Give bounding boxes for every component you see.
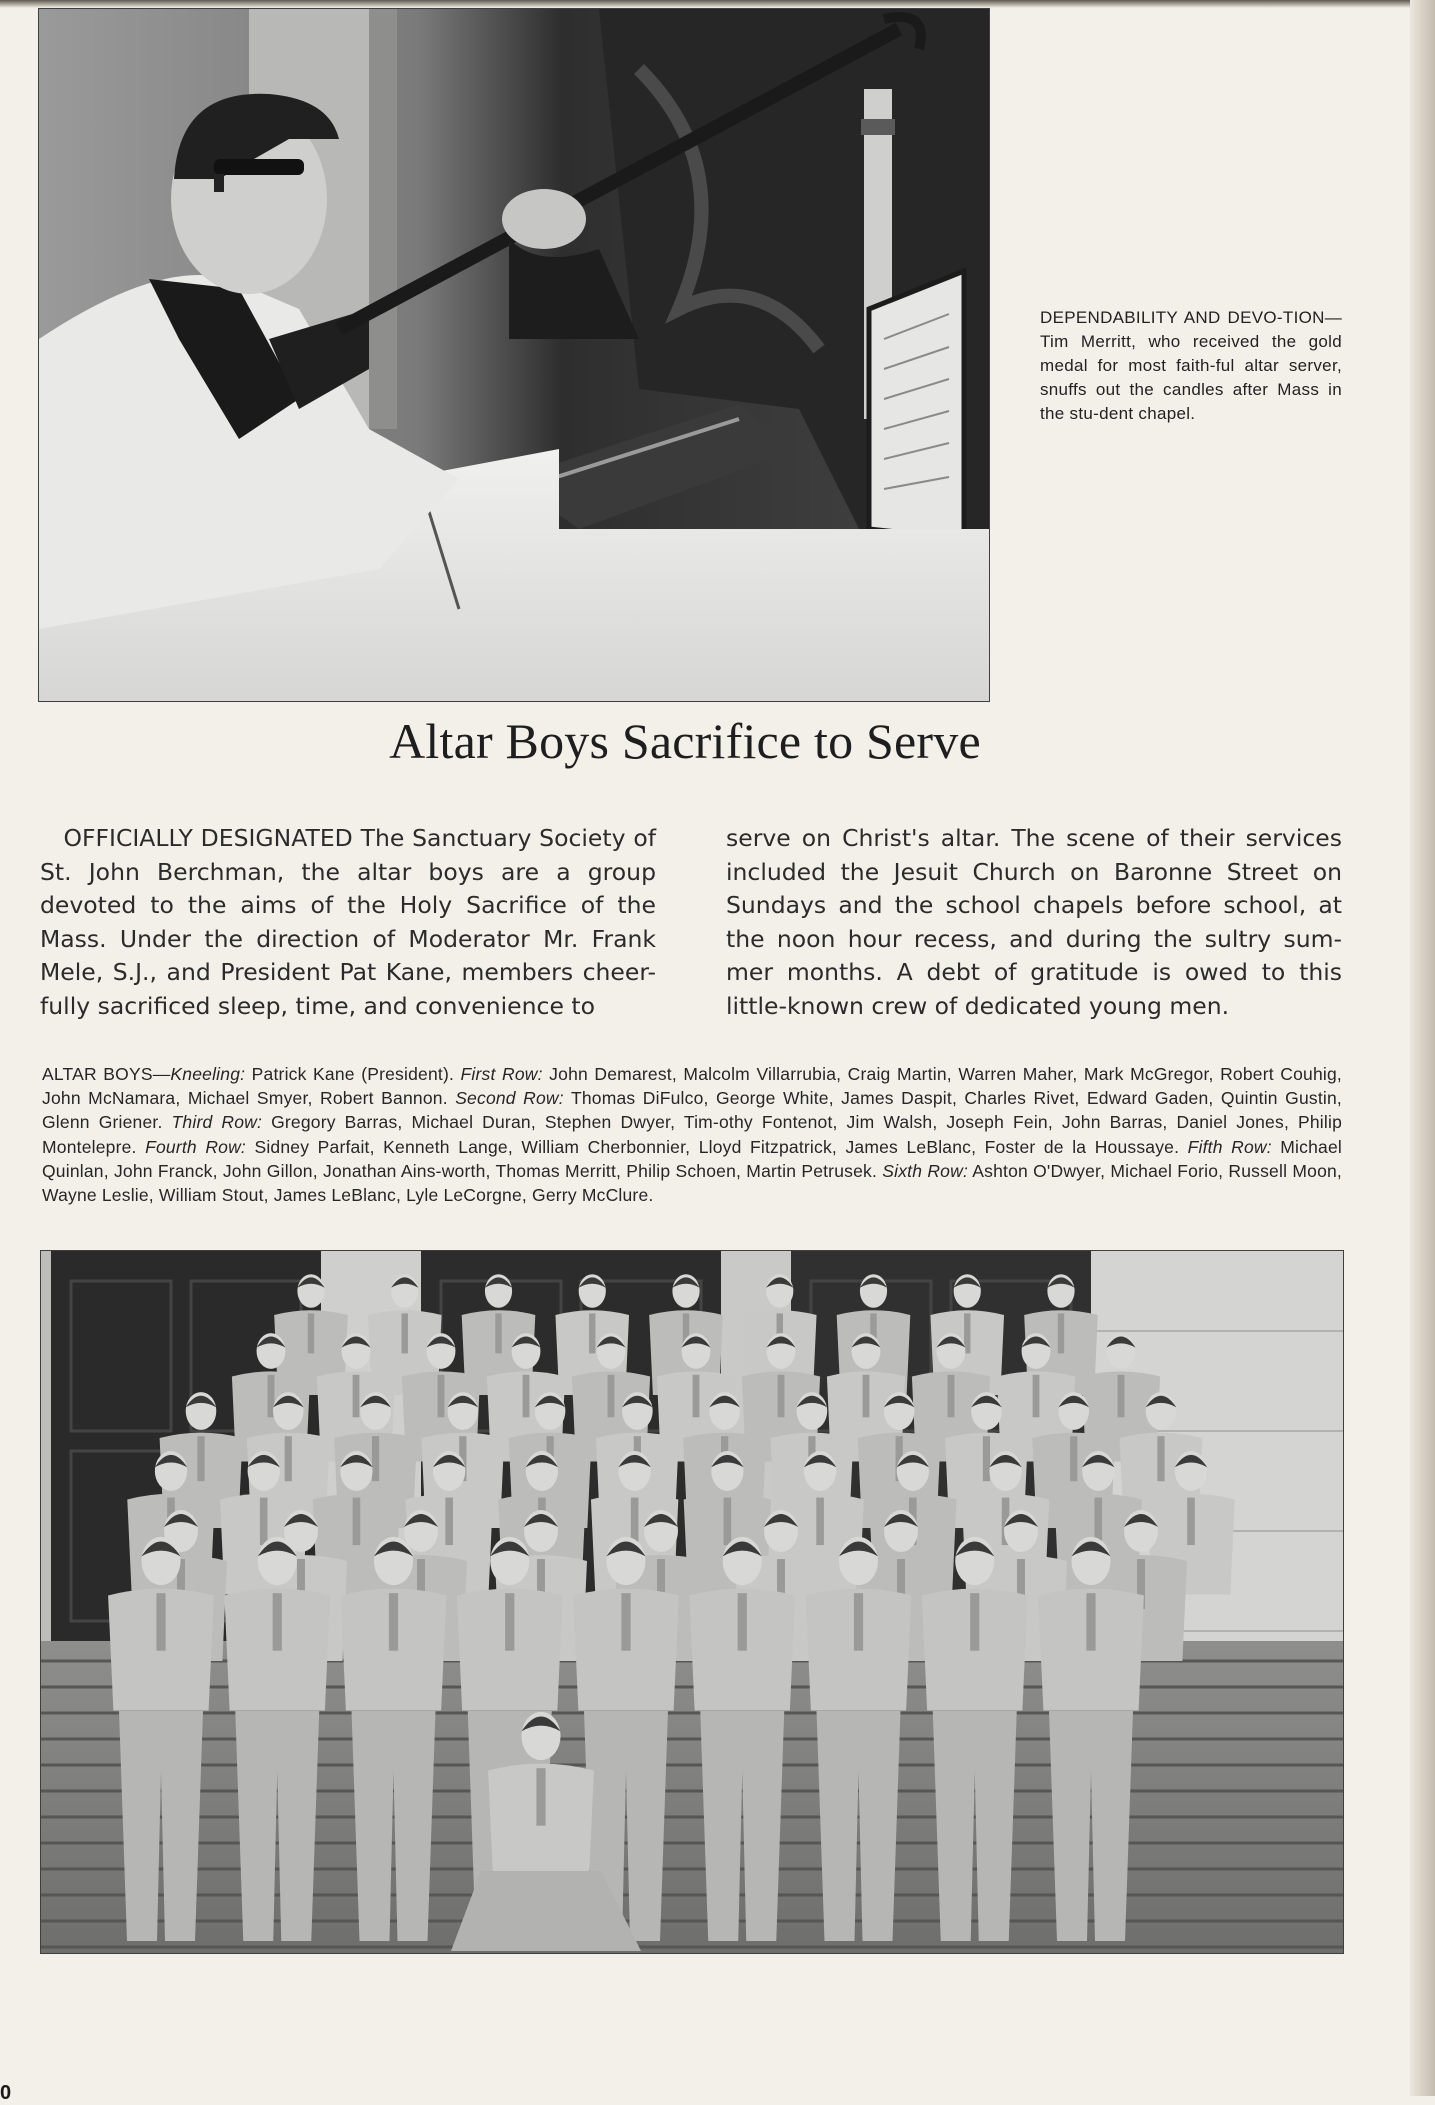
caption-lead: ALTAR BOYS— bbox=[42, 1064, 171, 1084]
article-column-right: serve on Christ's altar. The scene of their services included the Jesuit Church on Baronne Street on Sundays and the school chapels before school, at the noon hour recess, and during the sultry sum-mer months. A debt of gratitude is owed to this little-known crew of dedicated young men. bbox=[726, 824, 1342, 1020]
caption-row6-label: Sixth Row: bbox=[882, 1160, 969, 1181]
caption-row3-label: Third Row: bbox=[171, 1112, 263, 1133]
page-top-edge bbox=[0, 0, 1435, 8]
altar-boys-group-photo-graphic bbox=[41, 1251, 1343, 1953]
top-photo-caption: DEPENDABILITY AND DEVO-TION—Tim Merritt, who received the gold medal for most faith-ful altar server, snuffs out the candles after Mass in the stu-dent chapel. bbox=[1040, 308, 1342, 423]
caption-row5-label: Fifth Row: bbox=[1187, 1136, 1272, 1157]
altar-server-photo-graphic bbox=[39, 9, 989, 701]
caption-row6-names: Ashton O'Dwyer, Michael Forio, Russell Moon, Wayne Leslie, William Stout, James LeBlanc, Lyle LeCorgne, Gerry McClure. bbox=[42, 1160, 1342, 1206]
page-binding-edge bbox=[1410, 0, 1435, 2096]
caption-row5-names: Michael Quinlan, John Franck, John Gillon, Jonathan Ains-worth, Thomas Merritt, Philip Schoen, Martin Petrusek. bbox=[42, 1136, 1342, 1181]
article-column-left bbox=[40, 822, 656, 1023]
article-lead-caps: OFFICIALLY DESIGNATED bbox=[63, 824, 353, 852]
article-column-left-text: The Sanctuary Society of St. John Berchman, the altar boys are a group devoted to the aims of the Holy Sacrifice of the Mass. Under the direction of Moderator Mr. Frank Mele, S.J., and President Pat Kane, members cheer-fully sacrificed sleep, time, and convenience to bbox=[40, 824, 656, 1020]
caption-kneeling-names: Patrick Kane (President). bbox=[245, 1064, 461, 1084]
caption-row1-label: First Row: bbox=[460, 1064, 543, 1084]
article-headline: Altar Boys Sacrifice to Serve bbox=[389, 713, 981, 769]
group-photo-caption bbox=[42, 1062, 1342, 1207]
caption-row4-names: Sidney Parfait, Kenneth Lange, William Cherbonnier, Lloyd Fitzpatrick, James LeBlanc, Foster de la Houssaye. bbox=[246, 1136, 1188, 1157]
caption-row2-names: Thomas DiFulco, George White, James Daspit, Charles Rivet, Edward Gaden, Quintin Gustin, Glenn Griener. bbox=[42, 1088, 1342, 1133]
altar-boys-group-photo bbox=[40, 1250, 1344, 1954]
caption-row1-names: John Demarest, Malcolm Villarrubia, Craig Martin, Warren Maher, Mark McGregor, Robert Couhig, John McNamara, Michael Smyer, Robert Bannon. bbox=[42, 1064, 1342, 1109]
altar-server-photo bbox=[38, 8, 990, 702]
caption-row3-names: Gregory Barras, Michael Duran, Stephen Dwyer, Tim-othy Fontenot, Jim Walsh, Joseph Fein, John Barras, Daniel Jones, Philip Montelepre. bbox=[42, 1112, 1342, 1157]
caption-row2-label: Second Row: bbox=[455, 1088, 564, 1109]
caption-row4-label: Fourth Row: bbox=[145, 1136, 246, 1157]
caption-kneeling-label: Kneeling: bbox=[170, 1064, 246, 1084]
page-number: 0 bbox=[0, 2082, 12, 2104]
